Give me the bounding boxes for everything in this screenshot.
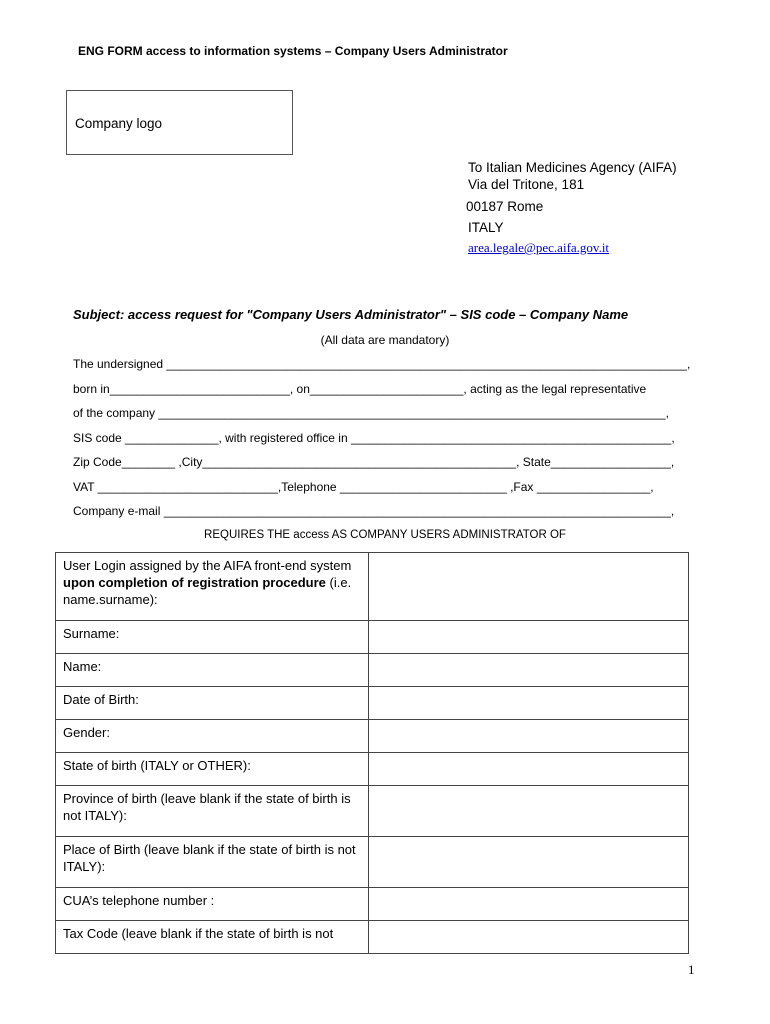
table-row — [56, 621, 689, 654]
administrator-data-table — [55, 552, 689, 954]
company-logo-label: Company logo — [75, 116, 163, 131]
recipient-line-4: ITALY — [468, 220, 504, 235]
date-of-birth-value-cell[interactable] — [369, 687, 689, 720]
surname-label: Surname: — [56, 621, 369, 654]
zip-city-state-field[interactable]: Zip Code________ ,City_______________________________________________, State__________________, — [73, 455, 675, 469]
subject-line: Subject: access request for "Company Users Administrator" – SIS code – Company Name — [73, 307, 629, 322]
tax-code-label: Tax Code (leave blank if the state of birth is not — [56, 921, 369, 954]
table-row — [56, 720, 689, 753]
table-row — [56, 553, 689, 621]
table-row — [56, 786, 689, 837]
table-row — [56, 888, 689, 921]
name-label: Name: — [56, 654, 369, 687]
tax-code-value-cell[interactable] — [369, 921, 689, 954]
place-of-birth-value-cell[interactable] — [369, 837, 689, 888]
state-of-birth-label: State of birth (ITALY or OTHER): — [56, 753, 369, 786]
recipient-line-3: 00187 Rome — [466, 199, 544, 214]
date-of-birth-label: Date of Birth: — [56, 687, 369, 720]
gender-label: Gender: — [56, 720, 369, 753]
login-label-cell — [56, 553, 369, 621]
name-value-cell[interactable] — [369, 654, 689, 687]
company-logo-box — [66, 90, 293, 155]
surname-value-cell[interactable] — [369, 621, 689, 654]
undersigned-field[interactable]: The undersigned ______________________________________________________________________________, — [73, 357, 691, 371]
sis-code-field[interactable]: SIS code ______________, with registered office in ________________________________________________, — [73, 431, 675, 445]
login-value-cell[interactable] — [369, 553, 689, 621]
document-title: ENG FORM access to information systems – Company Users Administrator — [78, 44, 508, 58]
birth-field[interactable]: born in___________________________, on_______________________, acting as the legal representative — [73, 382, 647, 396]
table-row — [56, 921, 689, 954]
state-of-birth-value-cell[interactable] — [369, 753, 689, 786]
mandatory-note: (All data are mandatory) — [320, 333, 450, 347]
login-label-tail: (i.e. name.surname): — [63, 575, 352, 607]
place-of-birth-label: Place of Birth (leave blank if the state of birth is not ITALY): — [56, 837, 369, 888]
province-of-birth-label: Province of birth (leave blank if the state of birth is not ITALY): — [56, 786, 369, 837]
page-number: 1 — [688, 962, 695, 977]
recipient-line-2: Via del Tritone, 181 — [468, 177, 585, 192]
gender-value-cell[interactable] — [369, 720, 689, 753]
recipient-email-link[interactable]: area.legale@pec.aifa.gov.it — [468, 240, 610, 255]
table-row — [56, 654, 689, 687]
cua-telephone-label: CUA’s telephone number : — [56, 888, 369, 921]
company-field[interactable]: of the company ____________________________________________________________________________, — [73, 406, 669, 420]
login-label-text: User Login assigned by the AIFA front-end system — [63, 558, 352, 573]
cua-telephone-value-cell[interactable] — [369, 888, 689, 921]
vat-phone-fax-field[interactable]: VAT ___________________________,Telephone _________________________ ,Fax _________________, — [73, 480, 654, 494]
table-row — [56, 837, 689, 888]
company-email-field[interactable]: Company e-mail ____________________________________________________________________________, — [73, 504, 675, 518]
recipient-line-1: To Italian Medicines Agency (AIFA) — [468, 160, 677, 175]
table-row — [56, 753, 689, 786]
login-label-bold: upon completion of registration procedure — [63, 575, 326, 590]
province-of-birth-value-cell[interactable] — [369, 786, 689, 837]
table-row — [56, 687, 689, 720]
requires-heading: REQUIRES THE access AS COMPANY USERS ADMINISTRATOR OF — [204, 529, 566, 541]
